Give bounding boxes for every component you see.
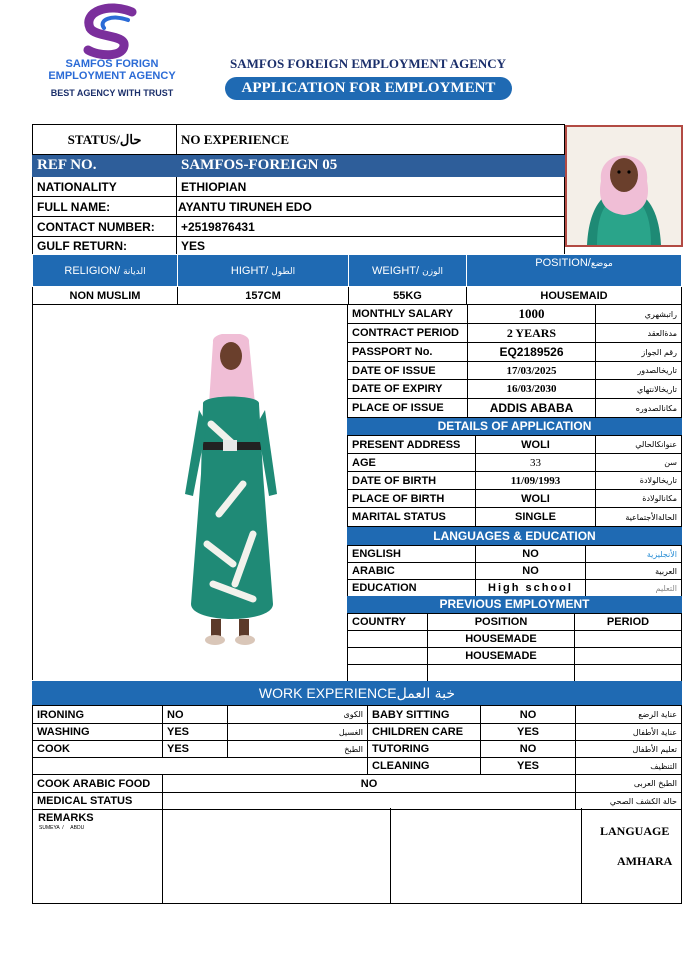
contact-value: +2519876431 xyxy=(177,217,565,237)
passport-value: EQ2189526 xyxy=(468,343,596,362)
ironing-value: NO xyxy=(163,706,228,724)
logo-mark-icon xyxy=(28,2,196,102)
ironing-label: IRONING xyxy=(33,706,163,724)
religion-header: RELIGION/ الديانة xyxy=(33,255,178,287)
religion-value: NON MUSLIM xyxy=(33,287,178,305)
childcare-ar: عناية الأطفال xyxy=(576,724,682,741)
dob-value: 11/09/1993 xyxy=(476,472,596,490)
prev-col-period: PERIOD xyxy=(575,614,682,631)
work-title-text: WORK EXPERIENCE xyxy=(258,685,397,701)
place-issue-value: ADDIS ABABA xyxy=(468,399,596,418)
weight-value: 55KG xyxy=(349,287,467,305)
arabic-label: ARABIC xyxy=(348,563,476,580)
cleaning-label: CLEANING xyxy=(368,758,481,775)
salary-value: 1000 xyxy=(468,305,596,324)
language-value: AMHARA xyxy=(617,854,673,868)
prev-col-position: POSITION xyxy=(428,614,575,631)
babysitting-value: NO xyxy=(481,706,576,724)
marital-label: MARITAL STATUS xyxy=(348,508,476,527)
cook-arabic-ar: الطبخ العربى xyxy=(576,775,682,793)
pob-value: WOLI xyxy=(476,490,596,508)
age-value: 33 xyxy=(476,454,596,472)
logo-tagline: BEST AGENCY WITH TRUST xyxy=(50,88,174,98)
work-title-ar: خبة العمل xyxy=(396,686,456,702)
prev-row-3-period xyxy=(575,665,682,682)
washing-ar: الغسيل xyxy=(228,724,368,741)
arabic-value: NO xyxy=(476,563,586,580)
prev-row-1-period xyxy=(575,631,682,648)
medical-value xyxy=(163,793,576,810)
gulf-label: GULF RETURN: xyxy=(33,237,177,255)
prev-row-3-position xyxy=(428,665,575,682)
english-ar: الأنجليزية xyxy=(586,546,682,563)
cook-arabic-value: NO xyxy=(163,775,576,793)
ref-value: SAMFOS-FOREIGN 05 xyxy=(177,155,565,177)
cook-arabic-label: COOK ARABIC FOOD xyxy=(33,775,163,793)
full-photo-panel xyxy=(32,304,347,680)
cook-value: YES xyxy=(163,741,228,758)
tutoring-ar: تعليم الأطفال xyxy=(576,741,682,758)
position-header: POSITION/موضع xyxy=(467,255,682,287)
language-label: LANGUAGE xyxy=(600,824,670,838)
logo-line2: EMPLOYMENT AGENCY xyxy=(48,70,176,82)
babysitting-ar: عناية الرضع xyxy=(576,706,682,724)
summary-table xyxy=(32,254,682,305)
gulf-value: YES xyxy=(177,237,565,255)
cook-label: COOK xyxy=(33,741,163,758)
prev-row-1-country xyxy=(348,631,428,648)
contract-period-value: 2 YEARS xyxy=(468,324,596,343)
address-label: PRESENT ADDRESS xyxy=(348,436,476,454)
nationality-value: ETHIOPIAN xyxy=(177,177,565,197)
contract-table xyxy=(347,304,682,418)
status-label: STATUS/حال xyxy=(33,125,177,155)
weight-header: WEIGHT/ الوزن xyxy=(349,255,467,287)
address-value: WOLI xyxy=(476,436,596,454)
education-ar: التعليم xyxy=(586,580,682,597)
work-empty-3 xyxy=(228,758,368,775)
arabic-ar: العربية xyxy=(586,563,682,580)
childcare-label: CHILDREN CARE xyxy=(368,724,481,741)
prev-col-country: COUNTRY xyxy=(348,614,428,631)
childcare-value: YES xyxy=(481,724,576,741)
dob-label: DATE OF BIRTH xyxy=(348,472,476,490)
cleaning-ar: التنظيف xyxy=(576,758,682,775)
cook-ar: الطبخ xyxy=(228,741,368,758)
position-value: HOUSEMAID xyxy=(467,287,682,305)
passport-ar: رقم الجواز xyxy=(596,343,682,362)
header-table xyxy=(32,124,565,255)
fullname-value: AYANTU TIRUNEH EDO xyxy=(177,197,565,217)
agency-name: SAMFOS FOREIGN EMPLOYMENT AGENCY xyxy=(230,56,507,71)
marital-ar: الحالةالأجتماعية xyxy=(596,508,682,527)
ironing-ar: الكوى xyxy=(228,706,368,724)
status-value: NO EXPERIENCE xyxy=(177,125,565,155)
prev-row-2-position: HOUSEMADE xyxy=(428,648,575,665)
prev-row-2-period xyxy=(575,648,682,665)
contact-label: CONTACT NUMBER: xyxy=(33,217,177,237)
marital-value: SINGLE xyxy=(476,508,596,527)
languages-title: LANGUAGES & EDUCATION xyxy=(347,527,682,545)
education-value: High school xyxy=(476,580,586,597)
expiry-date-label: DATE OF EXPIRY xyxy=(348,380,468,399)
tutoring-value: NO xyxy=(481,741,576,758)
issue-date-ar: تاريخالصدور xyxy=(596,362,682,380)
expiry-date-ar: تاريخالانتهاي xyxy=(596,380,682,399)
prev-row-1-position: HOUSEMADE xyxy=(428,631,575,648)
medical-ar: حالة الكشف الصحي xyxy=(576,793,682,810)
age-ar: سن xyxy=(596,454,682,472)
dob-ar: تاريخالولادة xyxy=(596,472,682,490)
salary-ar: راتبشهري xyxy=(596,305,682,324)
tutoring-label: TUTORING xyxy=(368,741,481,758)
address-ar: عنوانكالحالي xyxy=(596,436,682,454)
logo-line1: SAMFOS FORIGN xyxy=(65,58,159,70)
english-value: NO xyxy=(476,546,586,563)
height-header: HIGHT/ الطول xyxy=(178,255,349,287)
ref-label: REF NO. xyxy=(33,155,177,177)
medical-label: MEDICAL STATUS xyxy=(33,793,163,810)
salary-label: MONTHLY SALARY xyxy=(348,305,468,324)
portrait-photo xyxy=(565,125,683,247)
full-body-photo-icon xyxy=(173,334,293,664)
contract-period-label: CONTRACT PERIOD xyxy=(348,324,468,343)
education-label: EDUCATION xyxy=(348,580,476,597)
place-issue-label: PLACE OF ISSUE xyxy=(348,399,468,418)
form-title: APPLICATION FOR EMPLOYMENT xyxy=(225,77,512,100)
details-table xyxy=(347,435,682,527)
contract-period-ar: مدةالعقد xyxy=(596,324,682,343)
babysitting-label: BABY SITTING xyxy=(368,706,481,724)
cleaning-value: YES xyxy=(481,758,576,775)
agency-logo xyxy=(28,2,196,102)
previous-table xyxy=(347,613,682,682)
place-issue-ar: مكانالصدوره xyxy=(596,399,682,418)
work-empty-2 xyxy=(163,758,228,775)
pob-label: PLACE OF BIRTH xyxy=(348,490,476,508)
issue-date-value: 17/03/2025 xyxy=(468,362,596,380)
details-title: DETAILS OF APPLICATION xyxy=(347,418,682,435)
fullname-label: FULL NAME: xyxy=(33,197,177,217)
portrait-figure-icon xyxy=(567,127,681,245)
remarks-label: REMARKS xyxy=(38,812,94,824)
height-value: 157CM xyxy=(178,287,349,305)
work-table xyxy=(32,705,682,810)
remarks-block xyxy=(32,808,682,904)
nationality-label: NATIONALITY xyxy=(33,177,177,197)
pob-ar: مكانالولادة xyxy=(596,490,682,508)
washing-label: WASHING xyxy=(33,724,163,741)
passport-label: PASSPORT No. xyxy=(348,343,468,362)
remarks-note: SUMEYA / ABDU xyxy=(39,825,85,831)
age-label: AGE xyxy=(348,454,476,472)
washing-value: YES xyxy=(163,724,228,741)
expiry-date-value: 16/03/2030 xyxy=(468,380,596,399)
english-label: ENGLISH xyxy=(348,546,476,563)
prev-row-2-country xyxy=(348,648,428,665)
issue-date-label: DATE OF ISSUE xyxy=(348,362,468,380)
prev-row-3-country xyxy=(348,665,428,682)
languages-table xyxy=(347,545,682,597)
work-empty-1 xyxy=(33,758,163,775)
work-title xyxy=(32,681,682,705)
previous-title: PREVIOUS EMPLOYMENT xyxy=(347,596,682,613)
